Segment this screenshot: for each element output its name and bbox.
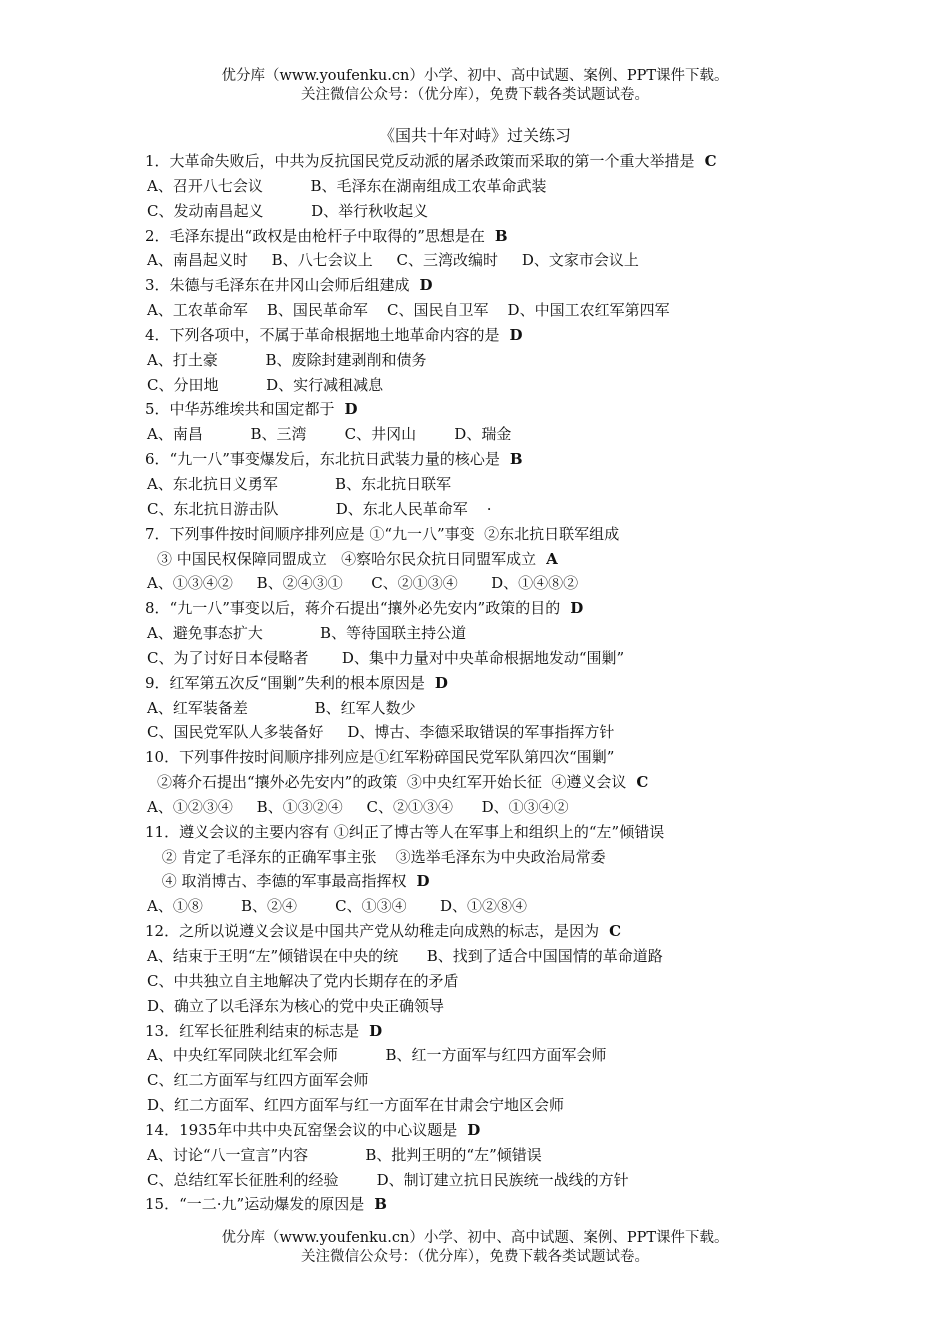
line-text: A、南昌 B、三湾 C、井冈山 D、瑞金 <box>147 425 512 444</box>
line-text: C、中共独立自主地解决了党内长期存在的矛盾 <box>147 971 459 990</box>
question-stem <box>142 273 842 298</box>
line-text: C、为了讨好日本侵略者 D、集中力量对中央革命根据地发动“围剿” <box>147 648 625 667</box>
answer-options <box>142 994 842 1019</box>
answer-key: D <box>509 325 523 344</box>
question-stem <box>142 522 842 547</box>
line-text: 2．毛泽东提出“政权是由枪杆子中取得的”思想是在 <box>145 226 485 245</box>
answer-key: B <box>494 226 508 245</box>
answer-options <box>142 795 842 820</box>
line-text: C、总结红军长征胜利的经验 D、制订建立抗日民族统一战线的方针 <box>147 1170 629 1189</box>
line-text: D、红二方面军、红四方面军与红一方面军在甘肃会宁地区会师 <box>147 1096 565 1115</box>
answer-options <box>142 497 842 522</box>
question-list <box>142 149 842 1217</box>
line-text: 14．1935年中共中央瓦窑堡会议的中心议题是 <box>145 1120 458 1139</box>
footer-line-2: 关注微信公众号：（优分库），免费下载各类试题试卷。 <box>301 1249 649 1265</box>
answer-options <box>142 696 842 721</box>
line-text: 15．“一二·九”运动爆发的原因是 <box>145 1195 365 1214</box>
answer-options <box>142 348 842 373</box>
line-text: D、确立了以毛泽东为核心的党中央正确领导 <box>147 996 445 1015</box>
line-text: C、红二方面军与红四方面军会师 <box>147 1071 369 1090</box>
question-continuation <box>142 770 842 795</box>
answer-options <box>142 646 842 671</box>
answer-options <box>142 894 842 919</box>
line-text: 4．下列各项中，不属于革命根据地土地革命内容的是 <box>145 325 500 344</box>
line-text: ③ 中国民权保障同盟成立 ④察哈尔民众抗日同盟军成立 <box>157 549 537 568</box>
question-stem <box>142 447 842 472</box>
question-stem <box>142 1192 842 1217</box>
line-text: 6．“九一八”事变爆发后，东北抗日武装力量的核心是 <box>145 450 500 469</box>
answer-key: A <box>546 549 558 568</box>
question-stem <box>142 1118 842 1143</box>
answer-key: D <box>570 599 584 618</box>
line-text: 12．之所以说遵义会议是中国共产党从幼稚走向成熟的标志，是因为 <box>145 922 600 941</box>
line-text: A、红军装备差 B、红军人数少 <box>147 698 416 717</box>
answer-options <box>142 298 842 323</box>
line-text: A、讨论“八一宣言”内容 B、批判王明的“左”倾错误 <box>147 1145 542 1164</box>
page-footer <box>0 1229 950 1267</box>
line-text: A、结束于王明“左”倾错误在中央的统 B、找到了适合中国国情的革命道路 <box>147 947 663 965</box>
question-stem <box>142 919 842 944</box>
question-stem <box>142 149 842 174</box>
answer-options <box>142 199 842 224</box>
answer-key: B <box>509 450 523 469</box>
line-text: 9．红军第五次反“围剿”失利的根本原因是 <box>145 673 425 692</box>
answer-key: D <box>344 400 358 419</box>
line-text: A、①⑧ B、②④ C、①③④ D、①②⑧④ <box>147 897 528 916</box>
answer-options <box>142 944 842 969</box>
answer-options <box>142 1143 842 1168</box>
line-text: 11．遵义会议的主要内容有 ①纠正了博古等人在军事上和组织上的“左”倾错误 <box>145 822 665 841</box>
answer-options <box>142 373 842 398</box>
line-text: ④ 取消博古、李德的军事最高指挥权 <box>157 872 407 891</box>
line-text: ②蒋介石提出“攘外必先安内”的政策 ③中央红军开始长征 ④遵义会议 <box>157 773 627 792</box>
line-text: C、发动南昌起义 D、举行秋收起义 <box>147 201 429 220</box>
line-text: 5．中华苏维埃共和国定都于 <box>145 400 335 419</box>
line-text: A、打土豪 B、废除封建剥削和债务 <box>147 350 427 369</box>
answer-options <box>142 1043 842 1068</box>
line-text: ② 肯定了毛泽东的正确军事主张 ③选举毛泽东为中央政治局常委 <box>157 847 606 866</box>
answer-options <box>142 174 842 199</box>
question-stem <box>142 1019 842 1044</box>
answer-options <box>142 248 842 273</box>
line-text: A、①②③④ B、①③②④ C、②①③④ D、①③④② <box>147 797 569 816</box>
line-text: C、东北抗日游击队 D、东北人民革命军 · <box>147 499 492 518</box>
footer-line-1: 优分库（www.youfenku.cn）小学、初中、高中试题、案例、PPT课件下载。 <box>221 1230 729 1246</box>
header-line-2: 关注微信公众号：（优分库），免费下载各类试题试卷。 <box>301 87 649 103</box>
line-text: 10．下列事件按时间顺序排列应是①红军粉碎国民党军队第四次“围剿” <box>145 748 615 767</box>
page-header <box>0 67 950 105</box>
question-stem <box>142 397 842 422</box>
answer-options <box>142 969 842 994</box>
answer-options <box>142 621 842 646</box>
question-continuation <box>142 845 842 870</box>
line-text: 8．“九一八”事变以后，蒋介石提出“攘外必先安内”政策的目的 <box>145 599 561 618</box>
question-stem <box>142 671 842 696</box>
question-stem <box>142 820 842 845</box>
line-text: 13．红军长征胜利结束的标志是 <box>145 1021 360 1040</box>
answer-options <box>142 571 842 596</box>
answer-options <box>142 1168 842 1193</box>
answer-options <box>142 720 842 745</box>
answer-options <box>142 1093 842 1118</box>
line-text: A、中央红军同陕北红军会师 B、红一方面军与红四方面军会师 <box>147 1046 607 1065</box>
question-stem <box>142 323 842 348</box>
line-text: C、分田地 D、实行减租减息 <box>147 375 384 394</box>
line-text: A、东北抗日义勇军 B、东北抗日联军 <box>147 474 452 493</box>
answer-key: D <box>434 673 448 692</box>
question-continuation <box>142 869 842 894</box>
answer-key: C <box>636 773 649 792</box>
question-continuation <box>142 547 842 572</box>
header-line-1: 优分库（www.youfenku.cn）小学、初中、高中试题、案例、PPT课件下载。 <box>221 68 729 84</box>
line-text: A、①③④② B、②④③① C、②①③④ D、①④⑧② <box>147 574 579 593</box>
answer-options <box>142 422 842 447</box>
answer-key: D <box>416 872 430 891</box>
page-title: 《国共十年对峙》过关练习 <box>378 126 571 145</box>
question-stem <box>142 745 842 770</box>
line-text: A、工农革命军 B、国民革命军 C、国民自卫军 D、中国工农红军第四军 <box>147 301 670 320</box>
answer-options <box>142 472 842 497</box>
line-text: 3．朱德与毛泽东在井冈山会师后组建成 <box>145 276 410 295</box>
answer-key: D <box>467 1120 481 1139</box>
answer-key: C <box>609 922 622 941</box>
answer-key: B <box>374 1195 387 1214</box>
answer-key: C <box>704 152 717 170</box>
question-stem <box>142 596 842 621</box>
line-text: 7．下列事件按时间顺序排列应是 ①“九一八”事变 ②东北抗日联军组成 <box>145 524 620 543</box>
line-text: A、避免事态扩大 B、等待国联主持公道 <box>147 624 467 643</box>
line-text: 1．大革命失败后，中共为反抗国民党反动派的屠杀政策而采取的第一个重大举措是 <box>145 152 695 170</box>
answer-options <box>142 1068 842 1093</box>
question-stem <box>142 224 842 249</box>
line-text: A、召开八七会议 B、毛泽东在湖南组成工农革命武装 <box>147 176 547 195</box>
line-text: A、南昌起义时 B、八七会议上 C、三湾改编时 D、文家市会议上 <box>147 251 639 270</box>
answer-key: D <box>369 1021 383 1040</box>
answer-key: D <box>419 276 433 295</box>
line-text: C、国民党军队人多装备好 D、博古、李德采取错误的军事指挥方针 <box>147 723 615 742</box>
